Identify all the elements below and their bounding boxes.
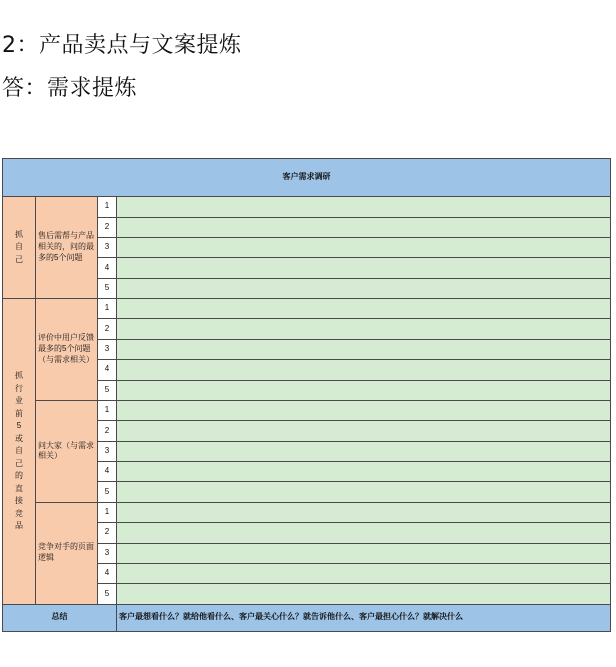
row-number: 1 [98,299,117,319]
row-number: 4 [98,258,117,278]
row-number: 4 [98,360,117,380]
row-number: 5 [98,278,117,298]
answer-cell[interactable] [117,400,611,420]
answer-cell[interactable] [117,584,611,604]
table-row [3,502,611,522]
table-title: 客户需求调研 [3,159,611,197]
answer-cell[interactable] [117,299,611,319]
subcategory-label: 问大家（与需求相关） [36,400,98,502]
answer-cell[interactable] [117,380,611,400]
row-number: 5 [98,380,117,400]
section-heading: 2：产品卖点与文案提炼 [2,33,242,58]
row-number: 1 [98,502,117,522]
answer-cell[interactable] [117,441,611,461]
category-cell [3,197,36,299]
answer-cell[interactable] [117,339,611,359]
row-number: 3 [98,441,117,461]
row-number: 3 [98,237,117,257]
category-label: 抓自己 [15,229,23,264]
answer-cell[interactable] [117,197,611,217]
subcategory-label: 竞争对手的页面逻辑 [36,502,98,604]
answer-cell[interactable] [117,217,611,237]
answer-cell[interactable] [117,523,611,543]
subcategory-label: 评价中用户反馈最多的5个问题（与需求相关） [36,299,98,401]
subcategory-label: 售后需帮与产品相关的，问的最多的5个问题 [36,197,98,299]
row-number: 2 [98,217,117,237]
answer-cell[interactable] [117,543,611,563]
answer-cell[interactable] [117,258,611,278]
answer-cell[interactable] [117,482,611,502]
answer-cell[interactable] [117,360,611,380]
row-number: 2 [98,421,117,441]
summary-label: 总结 [3,604,117,631]
answer-cell[interactable] [117,462,611,482]
category-cell [3,299,36,605]
row-number: 3 [98,543,117,563]
category-label: 抓行业前5或自己的直接竞品 [15,371,23,531]
row-number: 3 [98,339,117,359]
answer-cell[interactable] [117,563,611,583]
table-row [3,299,611,319]
demand-research-table [2,158,611,632]
row-number: 4 [98,563,117,583]
table-row [3,400,611,420]
table-row [3,197,611,217]
answer-heading: 答：需求提炼 [2,76,138,101]
summary-text: 客户最想看什么？就给他看什么、客户最关心什么？就告诉他什么、客户最担心什么？就解决什么 [117,604,611,631]
answer-cell[interactable] [117,278,611,298]
summary-row [3,604,611,631]
row-number: 4 [98,462,117,482]
answer-cell[interactable] [117,502,611,522]
row-number: 2 [98,523,117,543]
answer-cell[interactable] [117,421,611,441]
answer-cell[interactable] [117,319,611,339]
row-number: 1 [98,197,117,217]
answer-cell[interactable] [117,237,611,257]
row-number: 5 [98,482,117,502]
row-number: 2 [98,319,117,339]
row-number: 1 [98,400,117,420]
row-number: 5 [98,584,117,604]
